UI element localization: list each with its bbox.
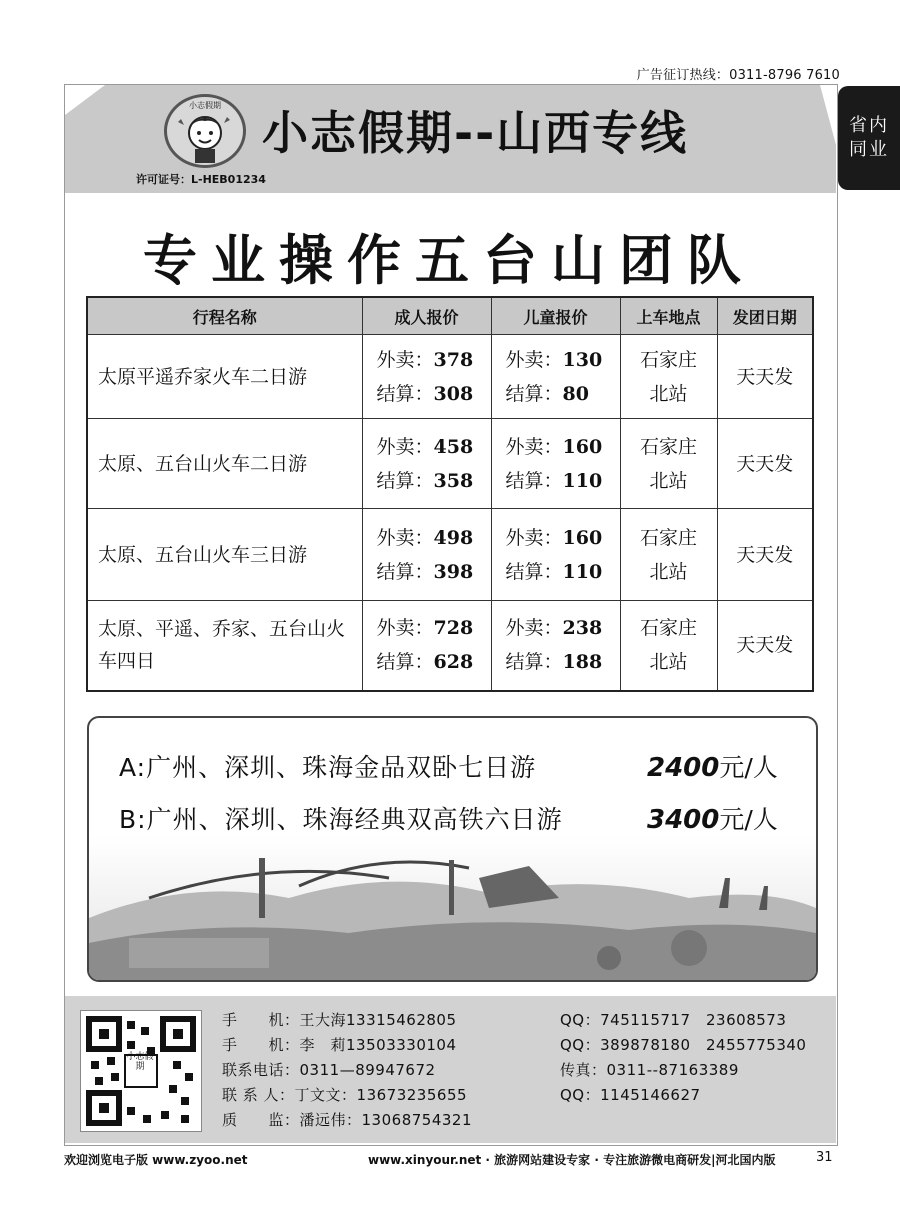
route-name: 太原平遥乔家火车二日游 [87,335,362,419]
child-sell-price: 160 [562,435,603,458]
price-unit: 元/人 [719,753,778,782]
header-departure: 发团日期 [717,297,813,335]
promo-price-b [647,800,778,836]
departure-date: 天天发 [717,335,813,419]
departure-date: 天天发 [717,601,813,691]
price-amount: 2400 [647,753,720,783]
route-name: 太原、五台山火车二日游 [87,419,362,509]
qr-center-logo: 小志假期 [126,1052,154,1072]
contact-value[interactable]: 389878180 2455775340 [600,1036,807,1054]
adult-settle-price: 398 [433,560,474,583]
header-adult-price: 成人报价 [362,297,491,335]
section-tab[interactable] [838,86,900,190]
departure-date: 天天发 [717,509,813,601]
settle-label: 结算： [376,469,434,492]
table-row [87,335,813,419]
sell-label: 外卖： [376,435,434,458]
departure-date: 天天发 [717,419,813,509]
promo-route-a: A:广州、深圳、珠海金品双卧七日游 [119,753,537,782]
child-price [491,335,620,419]
pickup-location [620,509,717,601]
adult-price [362,509,491,601]
route-name: 太原、平遥、乔家、五台山火车四日 [87,601,362,691]
contact-mobile-1 [222,1009,457,1030]
child-price [491,509,620,601]
sell-label: 外卖： [505,435,563,458]
pickup-station: 北站 [649,651,688,674]
table-header-row [87,297,813,335]
child-sell-price: 238 [562,617,603,640]
settle-label: 结算： [376,560,434,583]
adult-sell-price: 728 [433,617,474,640]
section-tab-line-1: 省内 [849,115,889,136]
contact-label: 手 机： [222,1036,300,1054]
contact-value[interactable]: 0311--87163389 [606,1061,739,1079]
pickup-city: 石家庄 [639,617,697,640]
contact-value[interactable]: 潘远伟：13068754321 [299,1111,472,1129]
settle-label: 结算： [505,382,563,405]
logo-text: 小志假期 [189,101,221,110]
brand-title: 小志假期--山西专线 [262,106,689,160]
child-settle-price: 188 [562,651,603,674]
section-tab-line-2: 同业 [849,139,889,160]
contact-phone [222,1059,436,1080]
pickup-city: 石家庄 [639,348,697,371]
price-amount: 3400 [647,805,720,835]
adult-sell-price: 378 [433,348,474,371]
child-settle-price: 110 [562,469,603,492]
contact-label: QQ： [560,1036,601,1054]
pickup-location [620,419,717,509]
settle-label: 结算： [505,469,563,492]
pickup-station: 北站 [649,469,688,492]
sell-label: 外卖： [376,526,434,549]
contact-label: 联系电话： [222,1061,300,1079]
adult-price [362,335,491,419]
theme-park-image [89,838,816,980]
contact-value[interactable]: 李 莉13503330104 [299,1036,457,1054]
contact-label: QQ： [560,1011,601,1029]
tour-price-table [86,296,814,692]
contact-qq-1 [560,1009,786,1030]
promo-box [87,716,818,982]
contact-qq-3 [560,1084,701,1105]
settle-label: 结算： [376,382,434,405]
child-price [491,419,620,509]
contact-label: 质 监： [222,1111,300,1129]
contact-label: QQ： [560,1086,601,1104]
pickup-city: 石家庄 [639,526,697,549]
contact-label: 手 机： [222,1011,300,1029]
contact-person [222,1084,467,1105]
child-sell-price: 160 [562,526,603,549]
page-number: 31 [816,1150,833,1165]
contact-fax [560,1059,739,1080]
pickup-station: 北站 [649,560,688,583]
header-route: 行程名称 [87,297,362,335]
contact-qq-2 [560,1034,806,1055]
adult-price [362,601,491,691]
promo-price-a [647,748,778,784]
contact-value[interactable]: 丁文文：13673235655 [294,1086,468,1104]
sell-label: 外卖： [505,617,563,640]
sell-label: 外卖： [505,348,563,371]
adult-sell-price: 498 [433,526,474,549]
adult-settle-price: 628 [433,651,474,674]
sell-label: 外卖： [505,526,563,549]
contact-mobile-2 [222,1034,457,1055]
footer-site-link[interactable]: 欢迎浏览电子版 www.zyoo.net [64,1153,248,1167]
table-row [87,419,813,509]
contact-label: 传真： [560,1061,607,1079]
headline: 专业操作五台山团队 [143,229,755,292]
sell-label: 外卖： [376,617,434,640]
child-sell-price: 130 [562,348,603,371]
ad-hotline: 广告征订热线：0311-8796 7610 [636,68,840,83]
contact-value[interactable]: 0311—89947672 [299,1061,436,1079]
route-name: 太原、五台山火车三日游 [87,509,362,601]
header-child-price: 儿童报价 [491,297,620,335]
adult-price [362,419,491,509]
price-unit: 元/人 [719,805,778,834]
sell-label: 外卖： [376,348,434,371]
settle-label: 结算： [505,560,563,583]
contact-value[interactable]: 745115717 23608573 [600,1011,787,1029]
child-settle-price: 110 [562,560,603,583]
pickup-city: 石家庄 [639,435,697,458]
footer-slogan[interactable]: www.xinyour.net · 旅游网站建设专家 · 专注旅游微电商研发|河北国内版 [368,1153,776,1167]
header-pickup: 上车地点 [620,297,717,335]
child-price [491,601,620,691]
promo-route-b: B:广州、深圳、珠海经典双高铁六日游 [119,805,563,834]
contact-value[interactable]: 1145146627 [600,1086,701,1104]
adult-sell-price: 458 [433,435,474,458]
pickup-location [620,335,717,419]
contact-quality [222,1109,472,1130]
contact-label: 联 系 人： [222,1086,295,1104]
license-number: 许可证号：L-HEB01234 [136,173,266,186]
settle-label: 结算： [505,651,563,674]
pickup-location [620,601,717,691]
adult-settle-price: 358 [433,469,474,492]
settle-label: 结算： [376,651,434,674]
adult-settle-price: 308 [433,382,474,405]
contact-value[interactable]: 王大海13315462805 [299,1011,457,1029]
table-row [87,601,813,691]
table-row [87,509,813,601]
pickup-station: 北站 [649,382,688,405]
child-settle-price: 80 [562,382,589,405]
